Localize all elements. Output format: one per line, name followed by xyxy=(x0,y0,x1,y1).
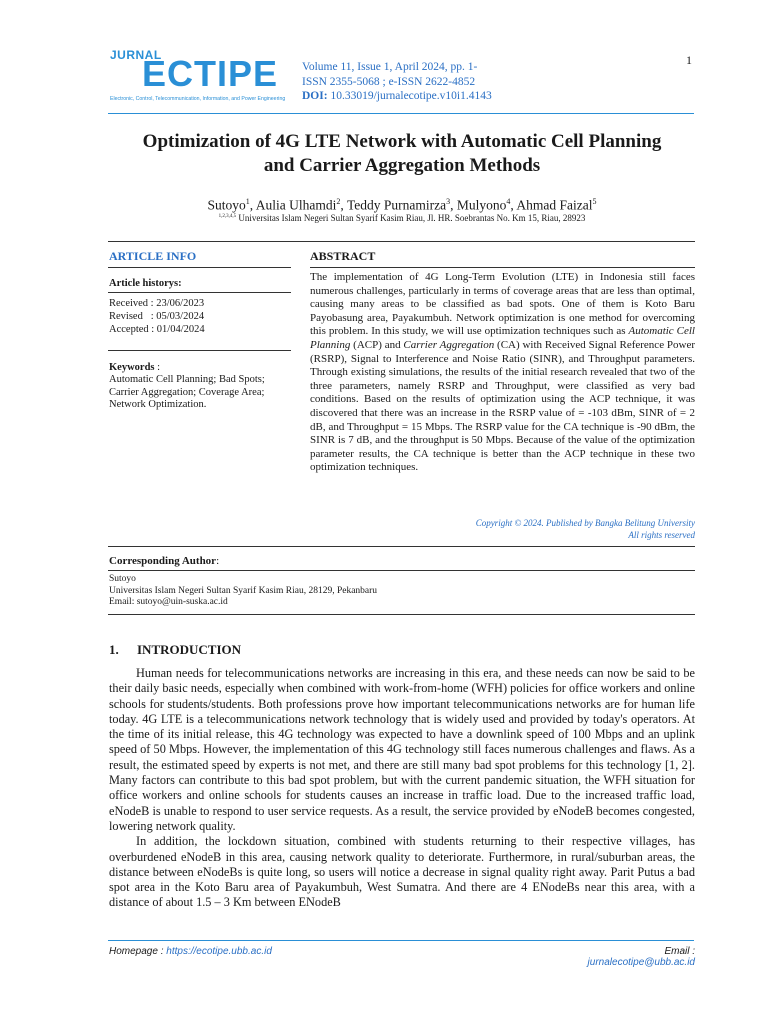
keywords-line: Automatic Cell Planning; Bad Spots; xyxy=(109,374,265,385)
corresponding-address: Universitas Islam Negeri Sultan Syarif Kasim Riau, 28129, Pekanbaru xyxy=(109,585,378,596)
doi-label: DOI: xyxy=(302,90,328,102)
revised-date: Revised : 05/03/2024 xyxy=(109,311,205,322)
section-number: 1. xyxy=(109,642,119,657)
abstract-bottom-divider xyxy=(108,546,695,547)
homepage-link[interactable]: https://ecotipe.ubb.ac.id xyxy=(166,946,272,957)
copyright-line: Copyright © 2024. Published by Bangka Belitung University xyxy=(475,518,695,528)
corresponding-label: Corresponding Author xyxy=(109,555,217,567)
paper-title xyxy=(108,130,696,178)
keywords-label: Keywords xyxy=(109,362,155,373)
affiliation xyxy=(108,213,696,223)
corresponding-bottom-divider xyxy=(108,614,695,615)
header-divider xyxy=(108,113,694,114)
section-heading-introduction xyxy=(109,642,241,658)
abstract-text: The implementation of 4G Long-Term Evolution (LTE) in Indonesia still faces numerous challenges, particularly in terms of coverage areas that are less than optimal, causing many areas to be classified as bad spots. One of them is Koto Baru Payobasung area, Payakumbuh. Network optimization is one method for overcoming this problem. In this study, we will use optimization techniques such as xyxy=(310,271,695,338)
info-top-divider xyxy=(108,241,695,242)
footer-divider xyxy=(108,940,694,941)
author-name: Teddy Purnamirza xyxy=(346,197,447,213)
keywords-colon: : xyxy=(154,362,161,373)
abstract-ca-term: Carrier Aggregation xyxy=(403,338,495,351)
corresponding-heading xyxy=(109,555,219,567)
author-sup: 1 xyxy=(245,197,250,206)
keywords-line: Carrier Aggregation; Coverage Area; xyxy=(109,386,265,398)
author-list: Sutoyo$^1$, Aulia Ulhamdi$^2$, Teddy Purnamirza$^3$, Mulyono$^4$, Ahmad Faizal$^5$ xyxy=(207,197,597,213)
keywords-heading xyxy=(109,362,160,373)
homepage-label: Homepage : xyxy=(109,946,167,957)
author-sup: 3 xyxy=(446,197,451,206)
history-divider xyxy=(108,292,291,293)
doi-info xyxy=(302,89,492,104)
issn-info: ISSN 2355-5068 ; e-ISSN 2622-4852 xyxy=(302,75,476,88)
article-history xyxy=(109,297,205,336)
author-name: Ahmad Faizal xyxy=(516,197,593,213)
author-name: Sutoyo xyxy=(207,197,246,213)
corresponding-divider xyxy=(108,570,695,571)
abstract-body xyxy=(310,271,695,475)
keywords-divider xyxy=(108,350,291,351)
page-number: 1 xyxy=(686,53,692,67)
footer-homepage xyxy=(109,946,272,957)
introduction-body xyxy=(109,666,695,911)
abstract-acp-term: Automatic Cell Planning xyxy=(310,325,695,351)
journal-meta xyxy=(302,60,492,104)
keywords-line: Network Optimization. xyxy=(109,399,207,410)
author-name: Mulyono xyxy=(456,197,507,213)
title-line-2: and Carrier Aggregation Methods xyxy=(263,155,541,176)
logo-subtitle: Electronic, Control, Telecommunication, Information, and Power Engineering xyxy=(110,96,286,102)
author-sup: 5 xyxy=(592,197,597,206)
paragraph: Human needs for telecommunications networks are increasing in this era, and these needs can now be said to be their daily basic needs, especially when combined with work-from-home (WFH) policies for office workers and online schools for students/students. Both professions prove how important telecommunications networks are for human life today. 4G LTE is a telecommunications network technology that is widely used and provided by today's operators. At the time of its initial release, this 4G technology was expected to have a downlink speed of 100 Mbps and an uplink speed of 50 Mbps. However, the implementation of this 4G technology still faces numerous challenges and flaws. As a result, the estimated speed by experts is not met, and there are still many bad spot problems for this technology [1, 2]. Many factors can contribute to this bad spot problem, but with the current pandemic situation, the WFH situation for office workers and online schools for students causes an increase in traffic load. Due to the increased traffic load, eNodeB is unable to respond to user service requests. As a result, the service provided by eNodeB becomes congested, lowering network quality. xyxy=(109,666,695,833)
logo-main-text: ECTIPE xyxy=(142,53,279,94)
email-label: Email : xyxy=(664,946,695,957)
logo-jurnal-text: JURNAL xyxy=(110,48,162,62)
history-heading: Article historys: xyxy=(109,278,182,289)
corresponding-email[interactable]: Email: sutoyo@uin-suska.ac.id xyxy=(109,597,228,607)
abstract-heading-divider xyxy=(310,267,695,268)
author-sup: 2 xyxy=(336,197,341,206)
author-sup: 4 xyxy=(506,197,511,206)
abstract-heading: ABSTRACT xyxy=(310,249,376,263)
info-heading-divider xyxy=(108,267,291,268)
section-title: INTRODUCTION xyxy=(137,642,242,657)
affiliation-text: Universitas Islam Negeri Sultan Syarif Kasim Riau, Jl. HR. Soebrantas No. Km 15, Riau, 28923 xyxy=(238,213,586,223)
copyright-notice xyxy=(310,517,695,541)
title-line-1: Optimization of 4G LTE Network with Automatic Cell Planning xyxy=(142,131,662,152)
footer-email xyxy=(560,946,695,968)
corresponding-name: Sutoyo xyxy=(109,574,136,584)
corresponding-details xyxy=(109,574,377,609)
abstract-text: (CA) with Received Signal Reference Power (RSRP), Signal to Interference and Noise Ratio (SINR), and Throughput parameters. Through existing simulations, the results of the initial research revealed that two of the three parameters, namely RSRP and Throughput, were classified as very bad conditions. Based on the results of optimization using the ACP technique, it was discovered that there was an increase in the RSRP value of = -103 dBm, SINR of = 2 dB, and Throughput = 15 Mbps. The RSRP value for the CA technique is -90 dBm, the SINR is 7 dB, and the throughput is 50 Mbps. Because of the value of the optimization parameter results, the CA technique is better than the ACP technique in these two optimization techniques. xyxy=(310,338,695,474)
article-info-heading: ARTICLE INFO xyxy=(109,249,197,263)
affiliation-sup: 1,2,3,4,5 xyxy=(218,214,237,219)
keywords-list xyxy=(109,374,299,412)
abstract-text: (ACP) and xyxy=(350,338,404,351)
doi-link[interactable]: 10.33019/jurnalecotipe.v10i1.4143 xyxy=(330,90,492,102)
journal-logo xyxy=(108,48,293,108)
received-date: Received : 23/06/2023 xyxy=(109,298,205,309)
author-name: Aulia Ulhamdi xyxy=(255,197,337,213)
corresponding-colon: : xyxy=(216,555,220,567)
volume-info: Volume 11, Issue 1, April 2024, pp. 1- xyxy=(302,61,478,73)
accepted-date: Accepted : 01/04/2024 xyxy=(109,324,205,335)
paragraph: In addition, the lockdown situation, combined with students returning to their respective villages, has overburdened eNodeB in this area, causing network quality to deteriorate. Furthermore, in rural/suburban areas, the distance between eNodeBs is quite long, so users will notice a decrease in signal quality right away. Parit Putus a bad spot area in the Koto Baru area of Payakumbuh, West Sumatra. And there are 4 ENodeBs near this area, with a distance of about 1.5 – 3 Km between ENodeB xyxy=(109,834,695,910)
rights-line: All rights reserved xyxy=(628,530,695,540)
email-link[interactable]: jurnalecotipe@ubb.ac.id xyxy=(587,957,695,968)
